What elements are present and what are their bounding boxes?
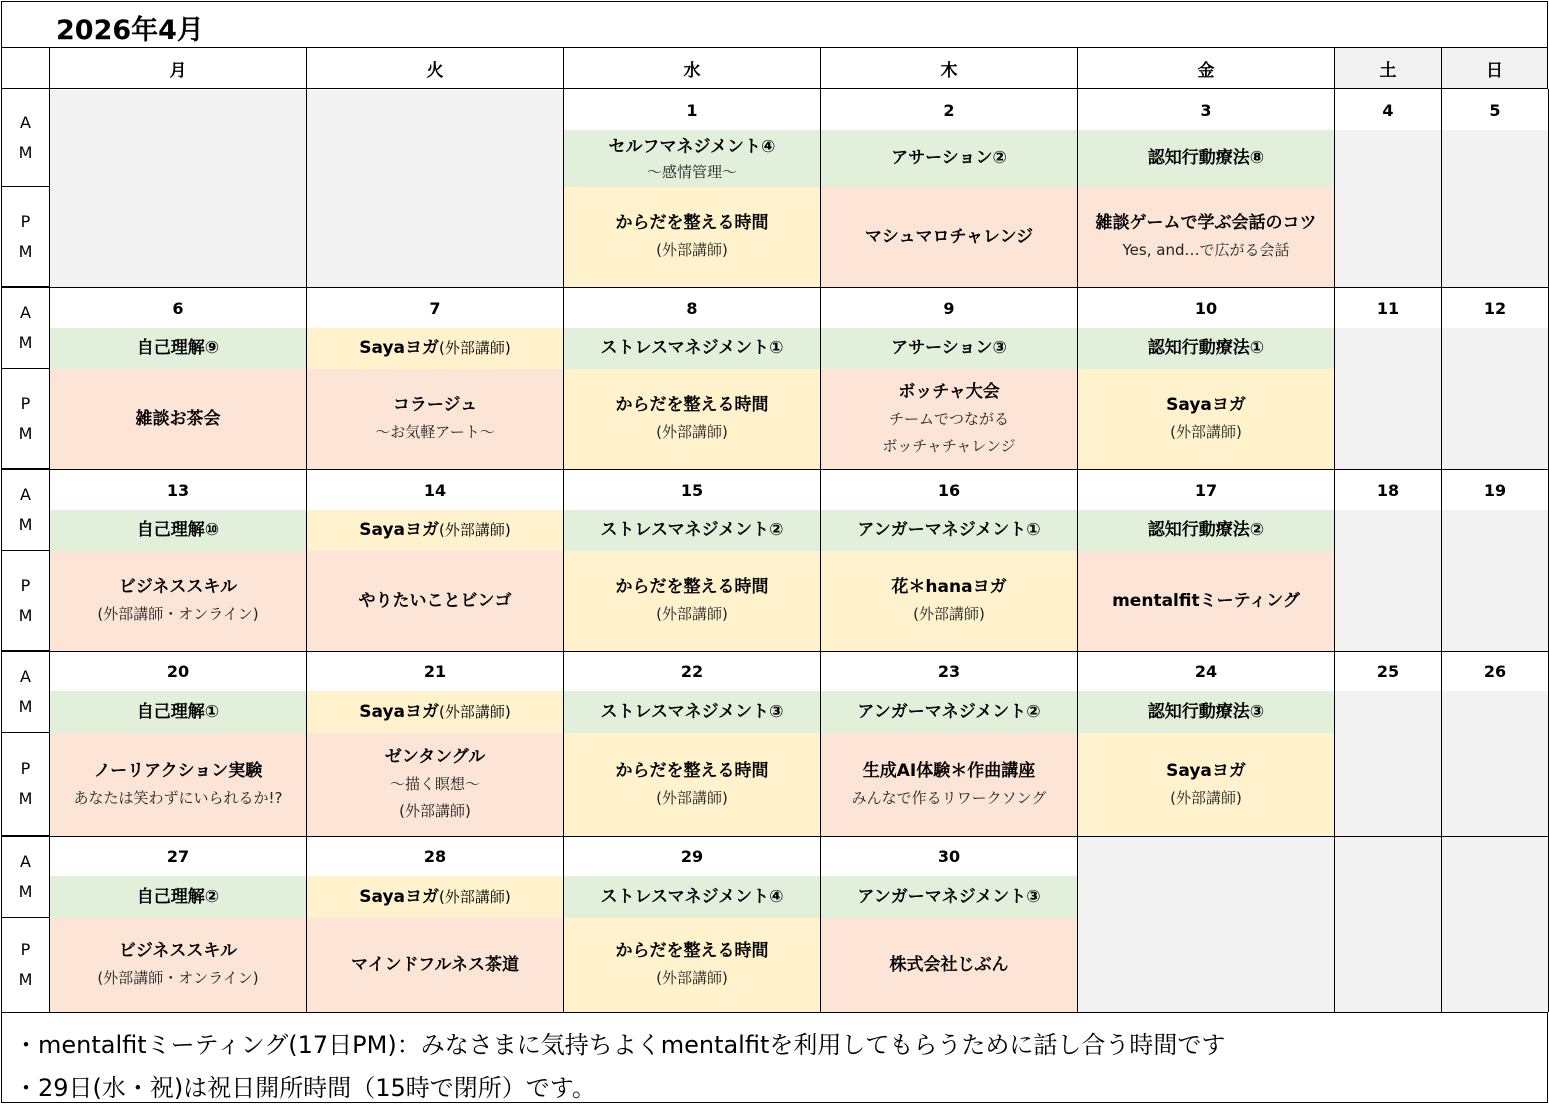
event-apr14-pm[interactable]: [307, 551, 563, 651]
event-title: 株式会社じぶん: [889, 954, 1009, 975]
event-subtitle: (外部講師): [656, 241, 728, 259]
grid-line: [306, 89, 307, 1012]
event-title: ボッチャ大会: [898, 381, 1000, 402]
event-apr29-pm[interactable]: [564, 918, 820, 1012]
event-title: ストレスマネジメント③: [600, 701, 784, 722]
event-subtitle: (外部講師・オンライン): [97, 605, 259, 623]
event-apr22-am[interactable]: [564, 691, 820, 733]
event-apr13-am[interactable]: [50, 510, 306, 551]
event-apr24-pm[interactable]: [1078, 733, 1334, 836]
event-apr20-pm[interactable]: [50, 733, 306, 836]
event-apr30-am[interactable]: [821, 876, 1077, 918]
event-apr3-pm[interactable]: [1078, 187, 1334, 287]
event-title: マインドフルネス茶道: [351, 954, 519, 975]
event-apr2-pm[interactable]: [821, 187, 1077, 287]
weekday-fri: 金: [1077, 48, 1334, 89]
event-title: ビジネススキル: [118, 941, 238, 961]
event-title: やりたいことビンゴ: [358, 590, 512, 611]
date-apr14: 14: [307, 470, 563, 510]
date-apr13: 13: [50, 470, 306, 510]
event-apr16-am[interactable]: [821, 510, 1077, 551]
note-meeting: ・mentalfitミーティング(17日PM)：みなさまに気持ちよくmentalfitを利用してもらうために話し合う時間です: [14, 1031, 1226, 1059]
event-subtitle: (外部講師): [656, 605, 728, 623]
event-apr21-pm[interactable]: [307, 733, 563, 836]
pm-label-week4: P M: [1, 733, 49, 836]
date-apr15: 15: [564, 470, 820, 510]
event-title: 自己理解⑩: [136, 520, 220, 540]
event-title: ストレスマネジメント①: [600, 338, 784, 358]
event-title: コラージュ: [392, 395, 478, 415]
grid-line: [1, 287, 1549, 288]
pm-label-week2: P M: [1, 369, 49, 469]
grid-line: [1334, 89, 1335, 1012]
pm-label-week5: P M: [1, 918, 49, 1013]
date-apr25: 25: [1335, 652, 1441, 691]
event-apr29-am[interactable]: [564, 876, 820, 918]
event-apr10-pm[interactable]: [1078, 369, 1334, 469]
event-apr17-pm[interactable]: [1078, 551, 1334, 651]
date-apr23: 23: [821, 652, 1077, 691]
weekend-cell-apr11: [1335, 328, 1441, 469]
weekend-cell-apr4: [1335, 130, 1441, 287]
am-label-week5: A M: [1, 836, 49, 918]
event-subtitle: ～感情管理～: [646, 163, 737, 181]
event-title: ゼンタングル: [384, 747, 486, 767]
weekend-cell-apr25: [1335, 691, 1441, 836]
event-apr22-pm[interactable]: [564, 733, 820, 836]
event-apr9-pm[interactable]: [821, 369, 1077, 469]
am-label-week3: A M: [1, 469, 49, 551]
event-title: 認知行動療法②: [1147, 520, 1265, 540]
event-subtitle: (外部講師): [1170, 423, 1242, 441]
date-apr6: 6: [50, 288, 306, 328]
date-apr19: 19: [1442, 470, 1548, 510]
header-corner: [1, 48, 49, 89]
event-title: 自己理解②: [136, 886, 220, 907]
event-title: 認知行動療法⑧: [1147, 148, 1265, 168]
event-title: アンガーマネジメント③: [857, 886, 1041, 907]
event-apr20-am[interactable]: [50, 691, 306, 733]
date-apr1: 1: [564, 90, 820, 130]
grid-line: [1, 651, 1549, 652]
event-apr28-pm[interactable]: [307, 918, 563, 1012]
event-apr17-am[interactable]: [1078, 510, 1334, 551]
grid-line: [563, 89, 564, 1012]
date-apr18: 18: [1335, 470, 1441, 510]
event-title: Sayaヨガ(外部講師): [359, 701, 511, 722]
event-title: からだを整える時間: [615, 577, 769, 597]
date-apr10: 10: [1078, 288, 1334, 328]
weekday-mon: 月: [49, 48, 306, 89]
weekend-cell-apr26: [1442, 691, 1548, 836]
event-title: からだを整える時間: [615, 760, 769, 781]
date-apr11: 11: [1335, 288, 1441, 328]
event-apr10-am[interactable]: [1078, 328, 1334, 369]
event-apr13-pm[interactable]: [50, 551, 306, 651]
grid-line: [820, 89, 821, 1012]
date-apr7: 7: [307, 288, 563, 328]
grid-line: [49, 89, 50, 1012]
grid-line: [1, 469, 1549, 470]
date-apr26: 26: [1442, 652, 1548, 691]
event-apr9-am[interactable]: [821, 328, 1077, 369]
date-apr12: 12: [1442, 288, 1548, 328]
event-apr6-am[interactable]: [50, 328, 306, 369]
date-apr17: 17: [1078, 470, 1334, 510]
event-title: Sayaヨガ: [1166, 395, 1246, 415]
event-title: Sayaヨガ(外部講師): [359, 520, 511, 540]
event-title: アンガーマネジメント①: [857, 520, 1041, 540]
event-title: Sayaヨガ(外部講師): [359, 338, 511, 358]
event-subtitle: (外部講師): [913, 605, 985, 623]
grid-line: [1, 89, 2, 1012]
event-title: 雑談ゲームで学ぶ会話のコツ: [1095, 213, 1317, 233]
event-subtitle-2: ボッチャチャレンジ: [882, 436, 1016, 455]
event-apr27-am[interactable]: [50, 876, 306, 918]
date-apr16: 16: [821, 470, 1077, 510]
date-apr22: 22: [564, 652, 820, 691]
event-apr1-pm[interactable]: [564, 187, 820, 287]
event-apr1-am[interactable]: [564, 130, 820, 187]
event-subtitle: (外部講師): [656, 969, 728, 987]
event-title: 花＊hanaヨガ: [891, 577, 1007, 597]
pm-label-week3: P M: [1, 551, 49, 651]
event-title: アンガーマネジメント②: [857, 701, 1041, 722]
grid-line: [1441, 89, 1442, 1012]
grid-line: [1077, 89, 1078, 1012]
date-apr27: 27: [50, 837, 306, 876]
notes-box: [1, 1012, 1548, 1103]
event-apr30-pm[interactable]: [821, 918, 1077, 1012]
event-apr23-am[interactable]: [821, 691, 1077, 733]
event-title: からだを整える時間: [615, 395, 769, 415]
am-label-week2: A M: [1, 287, 49, 369]
event-subtitle-2: (外部講師): [399, 802, 471, 820]
date-apr4: 4: [1335, 90, 1441, 130]
event-apr15-am[interactable]: [564, 510, 820, 551]
event-title: アサーション②: [891, 148, 1007, 168]
event-subtitle: (外部講師): [656, 788, 728, 807]
pm-label-week1: P M: [1, 187, 49, 287]
weekend-cell-apr12: [1442, 328, 1548, 469]
date-apr28: 28: [307, 837, 563, 876]
event-title: 自己理解⑨: [136, 338, 220, 358]
note-holiday-hours: ・29日(水・祝)は祝日開所時間（15時で閉所）です。: [14, 1074, 596, 1102]
event-subtitle: Yes, and…で広がる会話: [1122, 241, 1290, 259]
event-title: マシュマロチャレンジ: [864, 226, 1034, 247]
event-apr7-pm[interactable]: [307, 369, 563, 469]
date-apr3: 3: [1078, 90, 1334, 130]
event-apr3-am[interactable]: [1078, 130, 1334, 187]
weekday-wed: 水: [563, 48, 820, 89]
event-inline-note: (外部講師): [439, 521, 511, 539]
event-subtitle: (外部講師): [1170, 788, 1242, 807]
date-apr29: 29: [564, 837, 820, 876]
event-title: Sayaヨガ(外部講師): [359, 886, 511, 907]
event-apr23-pm[interactable]: [821, 733, 1077, 836]
weekday-sat: 土: [1334, 48, 1441, 89]
empty-cell-may: [1078, 837, 1548, 1012]
event-apr14-am[interactable]: [307, 510, 563, 551]
event-title: 認知行動療法①: [1147, 338, 1265, 358]
calendar-title: 2026年4月: [56, 15, 204, 46]
grid-line: [1, 836, 1549, 837]
event-inline-note: (外部講師): [439, 702, 511, 721]
date-apr5: 5: [1442, 90, 1548, 130]
event-apr2-am[interactable]: [821, 130, 1077, 187]
event-title: 雑談お茶会: [135, 408, 221, 429]
weekend-cell-apr19: [1442, 510, 1548, 651]
am-label-week4: A M: [1, 651, 49, 733]
weekend-cell-apr18: [1335, 510, 1441, 651]
weekend-cell-apr5: [1442, 130, 1548, 287]
event-title: ストレスマネジメント④: [600, 886, 784, 907]
date-apr9: 9: [821, 288, 1077, 328]
date-apr20: 20: [50, 652, 306, 691]
event-title: セルフマネジメント④: [608, 137, 776, 157]
event-title: アサーション③: [891, 338, 1007, 358]
date-apr2: 2: [821, 90, 1077, 130]
event-subtitle: (外部講師): [656, 423, 728, 441]
event-apr8-pm[interactable]: [564, 369, 820, 469]
event-title: からだを整える時間: [615, 213, 769, 233]
empty-cell-mar30: [50, 90, 306, 287]
weekday-sun: 日: [1441, 48, 1548, 89]
date-apr8: 8: [564, 288, 820, 328]
am-label-week1: A M: [1, 89, 49, 187]
event-apr16-pm[interactable]: [821, 551, 1077, 651]
event-title: Sayaヨガ: [1166, 760, 1246, 781]
event-inline-note: (外部講師): [439, 339, 511, 357]
event-title: 自己理解①: [136, 701, 220, 722]
weekday-tue: 火: [306, 48, 563, 89]
event-title: 生成AI体験＊作曲講座: [862, 760, 1036, 781]
event-title: からだを整える時間: [615, 941, 769, 961]
event-apr24-am[interactable]: [1078, 691, 1334, 733]
event-subtitle: あなたは笑わずにいられるか!?: [73, 788, 283, 807]
event-apr6-pm[interactable]: [50, 369, 306, 469]
event-subtitle: (外部講師・オンライン): [97, 969, 259, 987]
event-subtitle: ～描く瞑想～: [389, 775, 480, 793]
event-apr8-am[interactable]: [564, 328, 820, 369]
event-apr7-am[interactable]: [307, 328, 563, 369]
event-apr27-pm[interactable]: [50, 918, 306, 1012]
event-subtitle: みんなで作るリワークソング: [851, 788, 1047, 807]
empty-cell-mar31: [307, 90, 563, 287]
date-apr21: 21: [307, 652, 563, 691]
event-subtitle: チームでつながる: [888, 409, 1009, 428]
event-apr28-am[interactable]: [307, 876, 563, 918]
calendar-title-bar: [1, 1, 1548, 48]
event-apr15-pm[interactable]: [564, 551, 820, 651]
event-apr21-am[interactable]: [307, 691, 563, 733]
event-title: ストレスマネジメント②: [600, 520, 784, 540]
date-apr24: 24: [1078, 652, 1334, 691]
event-inline-note: (外部講師): [439, 887, 511, 906]
event-title: ノーリアクション実験: [93, 760, 263, 781]
event-title: 認知行動療法③: [1147, 701, 1265, 722]
event-title: ビジネススキル: [118, 577, 238, 597]
date-apr30: 30: [821, 837, 1077, 876]
event-title: mentalfitミーティング: [1112, 590, 1300, 611]
weekday-thu: 木: [820, 48, 1077, 89]
event-subtitle: ～お気軽アート～: [375, 423, 495, 441]
